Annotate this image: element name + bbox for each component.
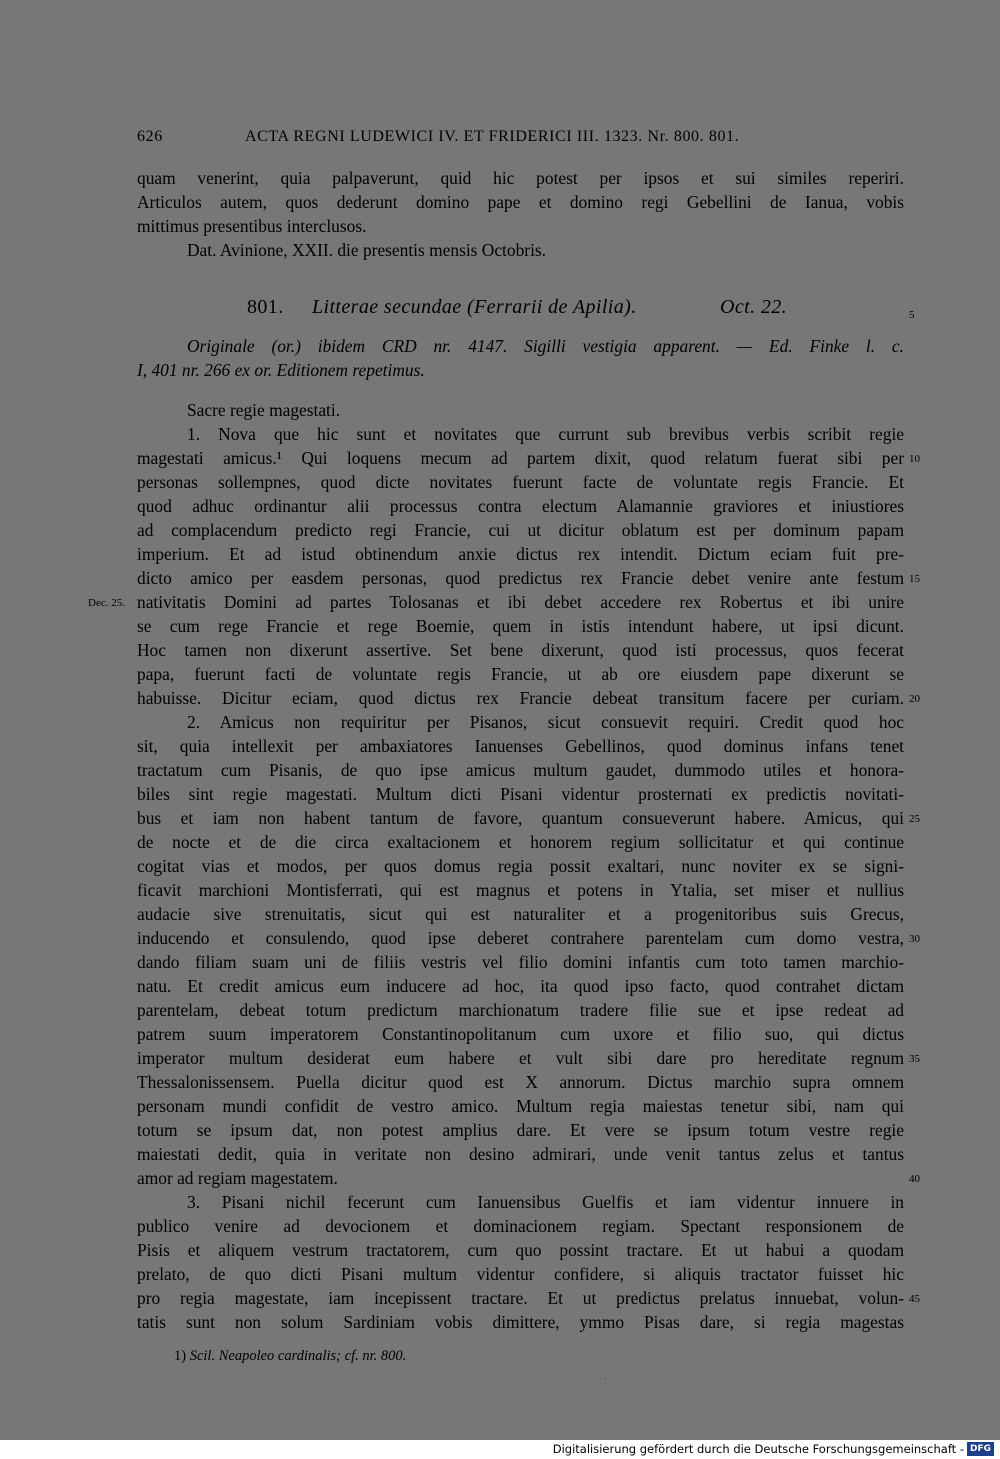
digitization-bar — [0, 1440, 1000, 1459]
text-line: bus et iam non habent tantum de favore, quantum consueverunt habere. Amicus, qui — [137, 808, 904, 828]
document-heading — [137, 292, 904, 322]
text-line: imperator multum desiderat eum habere et vult sibi dare pro hereditate regnum — [137, 1048, 904, 1068]
text-line: 1. Nova que hic sunt et novitates que currunt sub brevibus verbis scribit regie — [187, 424, 904, 444]
text-line: audacie sive strenuitatis, sicut qui est naturaliter et a progenitoribus suis Grecus, — [137, 904, 904, 924]
text-line: personas sollempnes, quod dicte novitates fuerunt facte de voluntate regis Francie. Et — [137, 472, 904, 492]
dating-clause: Dat. Avinione, XXII. die presentis mensis Octobris. — [187, 240, 547, 260]
text-line: magestati amicus.¹ Qui loquens mecum ad partem dixit, quod relatum fuerat sibi per — [137, 448, 904, 468]
text-line: de nocte et de die circa exaltacionem et honorem regium sollicitatur et qui continue — [137, 832, 904, 852]
text-line: Thessalonissensem. Puella dicitur quod est X annorum. Dictus marchio supra omnem — [137, 1072, 904, 1092]
text-line: prelato, de quo dicti Pisani multum videntur confidere, si aliquis tractator fuisset hic — [137, 1264, 904, 1284]
text-line: habuisse. Dicitur eciam, quod dictus rex Francie debeat transitum facere per curiam. — [137, 688, 904, 708]
text-line: amor ad regiam magestatem. — [137, 1168, 338, 1188]
line-number: 10 — [909, 453, 920, 465]
line-number: 5 — [909, 309, 915, 321]
text-line: Hoc tamen non dixerunt assertive. Set bene dixerunt, quod isti processus, quos fecerat — [137, 640, 904, 660]
funding-credit: Digitalisierung gefördert durch die Deutsche Forschungsgemeinschaft - — [552, 1442, 964, 1456]
text-line: Articulos autem, quos dederunt domino pape et domino regi Gebellini de Ianua, vobis — [137, 192, 904, 212]
line-number: 30 — [909, 933, 920, 945]
line-number: 15 — [909, 573, 920, 585]
text-line: sit, quia intellexit per ambaxiatores Ianuenses Gebellinos, quod dominus infans tenet — [137, 736, 904, 756]
footnote — [174, 1344, 406, 1368]
text-line: 2. Amicus non requiritur per Pisanos, sicut consuevit requiri. Credit quod hoc — [187, 712, 904, 732]
line-number: 40 — [909, 1173, 920, 1185]
line-number: 35 — [909, 1053, 920, 1065]
source-note: Originale (or.) ibidem CRD nr. 4147. Sigilli vestigia apparent. — Ed. Finke l. c. — [187, 336, 904, 356]
document-number: 801. — [247, 296, 284, 318]
document-date: Oct. 22. — [720, 296, 788, 318]
text-line: parentelam, debeat totum predictum marchionatum tradere filie sue et ipse redeat ad — [137, 1000, 904, 1020]
dfg-logo-icon: DFG — [967, 1442, 994, 1456]
text-line: quod adhuc ordinantur alii processus contra electum Alamannie graviores et iniustiores — [137, 496, 904, 516]
text-line: Pisis et aliquem vestrum tractatorem, cum quo possint tractare. Et ut habui a quodam — [137, 1240, 904, 1260]
text-line: quam venerint, quia palpaverunt, quid hic potest per ipsos et sui similes reperiri. — [137, 168, 904, 188]
footnote-text: Scil. Neapoleo cardinalis; cf. nr. 800. — [189, 1348, 407, 1364]
text-line: papa, fuerunt facti de voluntate regis Francie, ut ab ore eiusdem pape dixerunt se — [137, 664, 904, 684]
text-line: 3. Pisani nichil fecerunt cum Ianuensibus Guelfis et iam videntur innuere in — [187, 1192, 904, 1212]
text-line: maiestati dedit, quia in veritate non desino admirari, unde venit tantus zelus et tantus — [137, 1144, 904, 1164]
text-line: ad complacendum predicto regi Francie, cui ut dicitur oblatum est per dominum papam — [137, 520, 904, 540]
text-line: patrem suum imperatorem Constantinopolitanum cum uxore et filio suo, qui dictus — [137, 1024, 904, 1044]
text-line: biles sint regie magestati. Multum dicti Pisani videntur prosternati ex predictis novitati- — [137, 784, 904, 804]
footnote-mark: 1) — [174, 1348, 187, 1364]
text-line: tatis sunt non solum Sardiniam vobis dimittere, ymmo Pisas dare, si regia magestas — [137, 1312, 904, 1332]
text-line: dicto amico per easdem personas, quod predictus rex Francie debet venire ante festum — [137, 568, 904, 588]
text-line: nativitatis Domini ad partes Tolosanas et ibi debet accedere rex Robertus et ibi unire — [137, 592, 904, 612]
margin-date-note: Dec. 25. — [88, 597, 125, 609]
text-line: personam mundi confidit de vestro amico. Multum regia maiestas tenetur sibi, nam qui — [137, 1096, 904, 1116]
source-note: I, 401 nr. 266 ex or. Editionem repetimus. — [137, 360, 425, 380]
salutation: Sacre regie magestati. — [187, 400, 341, 420]
text-line: pro regia magestate, iam incepissent tractare. Et ut predictus prelatus innuebat, volun- — [137, 1288, 904, 1308]
text-line: se cum rege Francie et rege Boemie, quem in istis intendunt habere, ut ipsi dicunt. — [137, 616, 904, 636]
text-line: inducendo et consulendo, quod ipse deberet contrahere parentelam cum domo vestra, — [137, 928, 904, 948]
running-title: ACTA REGNI LUDEWICI IV. ET FRIDERICI III. 1323. Nr. 800. 801. — [245, 128, 740, 145]
text-line: cogitat vias et modos, per quos domus regia possit exaltari, nunc noviter ex se signi- — [137, 856, 904, 876]
text-line: natu. Et credit amicus eum inducere ad hoc, ita quod ipso facto, quod contrahet dictam — [137, 976, 904, 996]
running-header — [137, 125, 904, 149]
speck — [605, 1378, 606, 1379]
line-number: 25 — [909, 813, 920, 825]
page-number: 626 — [137, 128, 163, 145]
line-number: 20 — [909, 693, 920, 705]
document-title: Litterae secundae (Ferrarii de Apilia). — [312, 296, 637, 318]
line-number: 45 — [909, 1293, 920, 1305]
text-line: imperium. Et ad istud obtinendum anxie dictus rex intendit. Dictum eciam fuit pre- — [137, 544, 904, 564]
text-line: dando filiam suam uni de filiis vestris vel filio domini infantis cum toto tamen marchio- — [137, 952, 904, 972]
text-line: ficavit marchioni Montisferrati, qui est magnus et potens in Ytalia, set miser et nullius — [137, 880, 904, 900]
text-line: tractatum cum Pisanis, de quo ipse amicus multum gaudet, dummodo utiles et honora- — [137, 760, 904, 780]
text-line: totum se ipsum dat, non potest amplius dare. Et vere se ipsum totum vestre regie — [137, 1120, 904, 1140]
text-line: publico venire ad devocionem et dominacionem regiam. Spectant responsionem de — [137, 1216, 904, 1236]
text-line: mittimus presentibus interclusos. — [137, 216, 367, 236]
